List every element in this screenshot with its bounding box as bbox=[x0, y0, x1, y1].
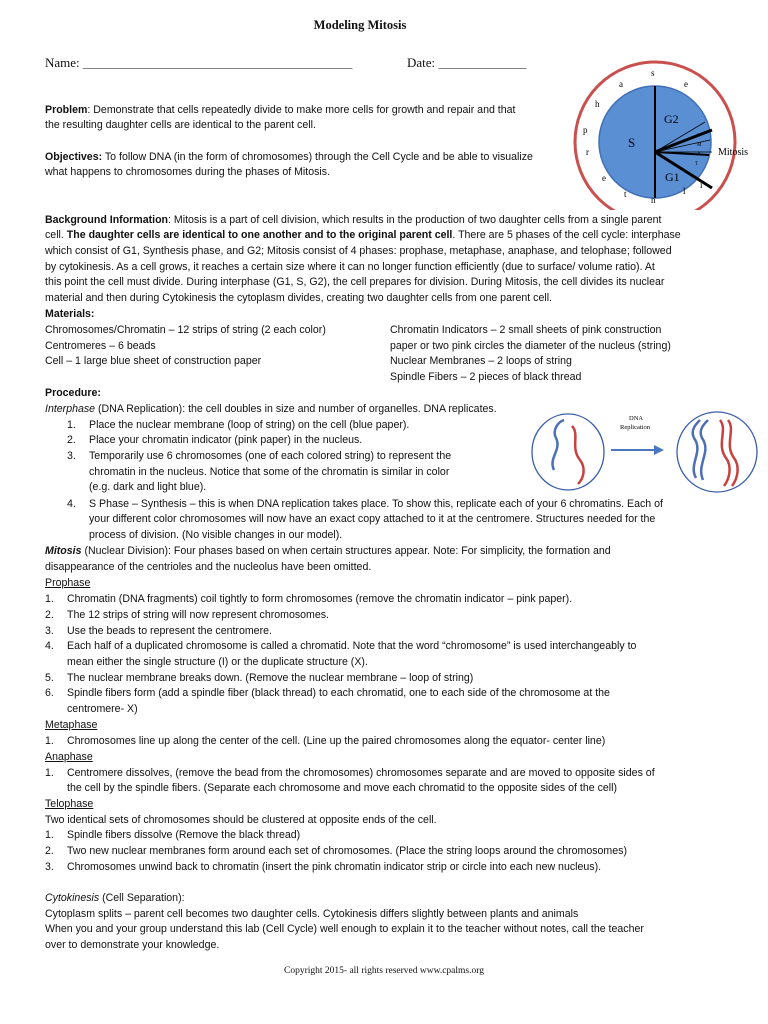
materials-right-4: Spindle Fibers – 2 pieces of black thread bbox=[390, 371, 582, 383]
cell-after bbox=[677, 412, 757, 492]
date-blank: ________________ bbox=[438, 58, 527, 70]
prophase-step-6: 6. Spindle fibers form (add a spindle fiber (black thread) to each chromatid, one to each side of the chromosome at the bbox=[45, 687, 610, 699]
problem-line-2: the resulting daughter cells are identical to the parent cell. bbox=[45, 119, 316, 131]
anaphase-heading: Anaphase bbox=[45, 751, 93, 763]
date-field[interactable] bbox=[407, 55, 526, 71]
interphase-step-2: 2. Place your chromatin indicator (pink paper) in the nucleus. bbox=[67, 434, 363, 446]
g1-label: G1 bbox=[665, 170, 680, 184]
prophase-step-2: 2. The 12 strips of string will now represent chromosomes. bbox=[45, 609, 330, 621]
prophase-step-1: 1. Chromatin (DNA fragments) coil tightly to form chromosomes (remove the chromatin indicator – pink paper). bbox=[45, 593, 573, 605]
mitosis-label: Mitosis bbox=[718, 147, 749, 158]
prophase-step-4: 4. Each half of a duplicated chromosome is called a chromatid. Note that the word “chromosome” is used interchangeably to bbox=[45, 640, 637, 652]
name-field[interactable] bbox=[45, 55, 352, 71]
ring-letter: i bbox=[700, 180, 703, 190]
cell-before bbox=[532, 414, 604, 490]
background-line-4: by cytokinesis. As a cell grows, it reaches a certain size where it can no longer function efficiently (due to surface/ volume ratio). At bbox=[45, 261, 655, 273]
ring-letter: e bbox=[684, 79, 688, 89]
materials-right-1: Chromatin Indicators – 2 small sheets of pink construction bbox=[390, 324, 662, 336]
background-line-5: this point the cell must divide. During interphase (G1, S, G2), the cell prepares for division. During Mitosis, the cell divides its nuclear bbox=[45, 276, 665, 288]
mitosis-intro-line-2: disappearance of the centrioles and the nucleolus have been omitted. bbox=[45, 561, 372, 573]
interphase-label: Interphase bbox=[45, 403, 96, 415]
telophase-intro: Two identical sets of chromosomes should be clustered at opposite ends of the cell. bbox=[45, 814, 437, 826]
interphase-step-4-cont: your different color chromosomes will now have an exact copy attached to it at the centromere. Structures needed for the bbox=[89, 513, 656, 525]
materials-left-1: Chromosomes/Chromatin – 12 strips of string (2 each color) bbox=[45, 324, 326, 336]
mini-a: A bbox=[697, 152, 701, 157]
dna-replication-diagram bbox=[528, 408, 760, 496]
mini-t: T bbox=[695, 162, 699, 167]
dna-label: DNA bbox=[629, 415, 644, 422]
telophase-step-2: 2. Two new nuclear membranes form around each set of chromosomes. (Place the string loops around the chromosomes) bbox=[45, 845, 627, 857]
objectives-label: Objectives: bbox=[45, 151, 103, 163]
cytokinesis-line-2: When you and your group understand this lab (Cell Cycle) well enough to explain it to the teacher without notes, call the teacher bbox=[45, 923, 644, 935]
ring-letter: p bbox=[583, 125, 588, 135]
metaphase-heading: Metaphase bbox=[45, 719, 98, 731]
page-title: Modeling Mitosis bbox=[313, 18, 407, 32]
name-label: Name: bbox=[45, 55, 80, 70]
ring-letter: t bbox=[624, 189, 627, 199]
mitosis-intro-line-1: Mitosis (Nuclear Division): Four phases based on when certain structures appear. Note: For simplicity, the formation and bbox=[45, 545, 611, 557]
prophase-heading: Prophase bbox=[45, 577, 91, 589]
mini-p: P bbox=[697, 134, 700, 139]
materials-left-2: Centromeres – 6 beads bbox=[45, 340, 156, 352]
interphase-step-4-cont: process of division. (No visible changes in our model). bbox=[89, 529, 343, 541]
s-label: S bbox=[628, 135, 636, 150]
interphase-step-3-cont: (e.g. dark and light blue). bbox=[89, 481, 207, 493]
ring-letter: a bbox=[619, 79, 623, 89]
ring-letter: r bbox=[586, 147, 589, 157]
prophase-step-3: 3. Use the beads to represent the centromere. bbox=[45, 625, 272, 637]
date-label: Date: bbox=[407, 55, 436, 70]
anaphase-step-1-cont: the cell by the spindle fibers. (Separate each chromosome and move each chromatid to the opposite sides of the cell) bbox=[67, 782, 618, 794]
interphase-intro: Interphase (DNA Replication): the cell doubles in size and number of organelles. DNA replicates. bbox=[45, 403, 497, 415]
mini-m: M bbox=[697, 143, 702, 148]
mitosis-heading: Mitosis bbox=[45, 545, 82, 557]
materials-heading: Materials: bbox=[45, 308, 95, 320]
ring-letter: n bbox=[651, 195, 656, 205]
cell-cycle-diagram bbox=[570, 60, 765, 210]
background-label: Background Information bbox=[45, 214, 169, 226]
problem-line-1: Problem: Demonstrate that cells repeatedly divide to make more cells for growth and repair and that bbox=[45, 104, 516, 116]
arrow-head-icon bbox=[654, 445, 664, 455]
background-line-1: Background Information: Mitosis is a part of cell division, which results in the production of two daughter cells from a single parent bbox=[45, 214, 662, 226]
problem-label: Problem bbox=[45, 104, 88, 116]
ring-letter: h bbox=[595, 99, 600, 109]
interphase-step-1: 1. Place the nuclear membrane (loop of string) on the cell (blue paper). bbox=[67, 419, 410, 431]
prophase-step-6-cont: centromere- X) bbox=[67, 703, 138, 715]
g2-label: G2 bbox=[664, 112, 679, 126]
interphase-step-3-cont: chromatin in the nucleus. Notice that some of the chromatin is similar in color bbox=[89, 466, 450, 478]
prophase-step-4-cont: mean either the single structure (I) or the duplicate structure (X). bbox=[67, 656, 368, 668]
objectives-line-1: Objectives: To follow DNA (in the form of chromosomes) through the Cell Cycle and be able to visualize bbox=[45, 151, 533, 163]
cytokinesis-label: Cytokinesis bbox=[45, 892, 100, 904]
cytokinesis-heading: Cytokinesis (Cell Separation): bbox=[45, 892, 185, 904]
metaphase-step-1: 1. Chromosomes line up along the center of the cell. (Line up the paired chromosomes along the equator- center line) bbox=[45, 735, 606, 747]
background-line-3: which consist of G1, Synthesis phase, and G2; Mitosis consist of 4 phases: prophase, metaphase, anaphase, and telophase; followed bbox=[45, 245, 672, 257]
ring-letter: s bbox=[651, 68, 655, 78]
replication-label: Replication bbox=[620, 424, 650, 431]
cytokinesis-line-1: Cytoplasm splits – parent cell becomes two daughter cells. Cytokinesis differs slightly between plants and animals bbox=[45, 908, 579, 920]
prophase-step-5: 5. The nuclear membrane breaks down. (Remove the nuclear membrane – loop of string) bbox=[45, 672, 474, 684]
background-line-2: cell. The daughter cells are identical to one another and to the original parent cell. There are 5 phases of the cell cycle: interphase bbox=[45, 229, 681, 241]
copyright-footer: Copyright 2015- all rights reserved www.cpalms.org bbox=[284, 966, 484, 976]
procedure-heading: Procedure: bbox=[45, 387, 101, 399]
materials-right-2: paper or two pink circles the diameter of the nucleus (string) bbox=[390, 340, 671, 352]
interphase-step-3: 3. Temporarily use 6 chromosomes (one of each colored string) to represent the bbox=[67, 450, 452, 462]
background-line-6: material and then during Cytokinesis the cytoplasm divides, creating two daughter cells from one parent cell. bbox=[45, 292, 552, 304]
anaphase-step-1: 1. Centromere dissolves, (remove the bead from the chromosomes) chromosomes separate and are moved to opposite sides of bbox=[45, 767, 655, 779]
name-blank: _________________________________________________ bbox=[82, 58, 353, 70]
cytokinesis-line-3: over to demonstrate your knowledge. bbox=[45, 939, 220, 951]
ring-letter: l bbox=[683, 186, 686, 196]
objectives-line-2: what happens to chromosomes during the phases of Mitosis. bbox=[45, 166, 331, 178]
materials-right-3: Nuclear Membranes – 2 loops of string bbox=[390, 355, 572, 367]
interphase-step-4: 4. S Phase – Synthesis – this is when DNA replication takes place. To show this, replicate each of your 6 chromatins. Each of bbox=[67, 498, 663, 510]
materials-left-3: Cell – 1 large blue sheet of construction paper bbox=[45, 355, 262, 367]
telophase-step-3: 3. Chromosomes unwind back to chromatin (insert the pink chromatin indicator strip or circle into each new nucleus). bbox=[45, 861, 602, 873]
telophase-step-1: 1. Spindle fibers dissolve (Remove the black thread) bbox=[45, 829, 301, 841]
ring-letter: e bbox=[602, 173, 606, 183]
telophase-heading: Telophase bbox=[45, 798, 94, 810]
